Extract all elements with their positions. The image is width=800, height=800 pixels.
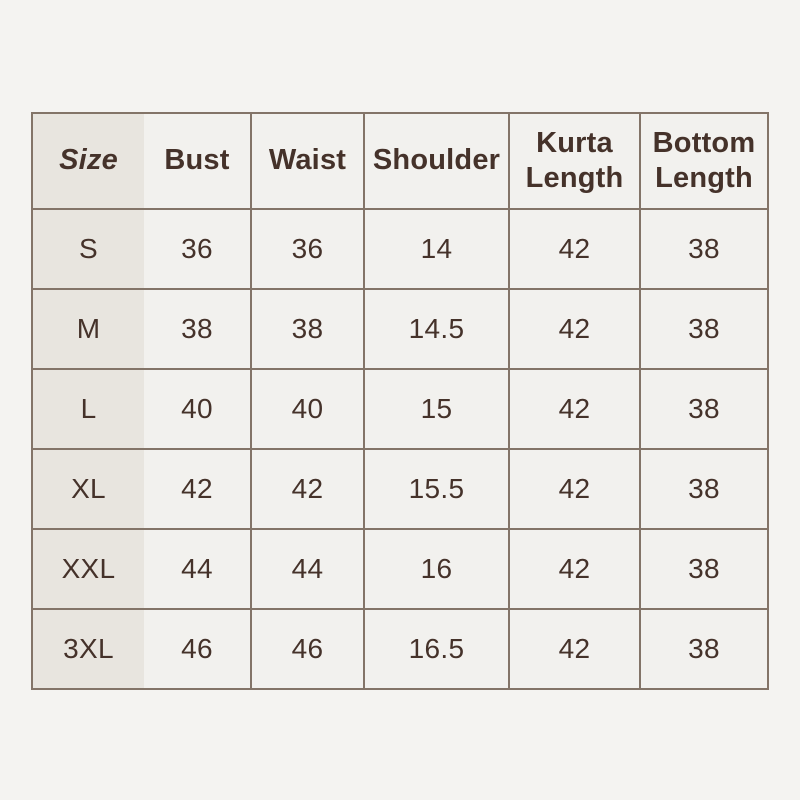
kurta-length-value: 42	[509, 289, 640, 369]
waist-value: 38	[251, 289, 364, 369]
table-row-s	[32, 209, 768, 289]
bust-value: 36	[144, 209, 251, 289]
shoulder-value: 16	[364, 529, 509, 609]
shoulder-value: 15	[364, 369, 509, 449]
waist-value: 40	[251, 369, 364, 449]
table-row-m	[32, 289, 768, 369]
kurta-length-value: 42	[509, 609, 640, 689]
table-row-xl	[32, 449, 768, 529]
kurta-length-value: 42	[509, 529, 640, 609]
table-row-l	[32, 369, 768, 449]
bust-value: 42	[144, 449, 251, 529]
bottom-length-value: 38	[640, 289, 768, 369]
size-label: M	[32, 289, 144, 369]
size-label: S	[32, 209, 144, 289]
waist-value: 46	[251, 609, 364, 689]
size-chart-table	[31, 112, 769, 690]
table-row-3xl	[32, 609, 768, 689]
bottom-length-value: 38	[640, 529, 768, 609]
shoulder-value: 14.5	[364, 289, 509, 369]
kurta-length-value: 42	[509, 209, 640, 289]
size-label: XL	[32, 449, 144, 529]
waist-value: 36	[251, 209, 364, 289]
bottom-length-value: 38	[640, 609, 768, 689]
bottom-length-value: 38	[640, 369, 768, 449]
header-size: Size	[32, 113, 144, 209]
bottom-length-value: 38	[640, 209, 768, 289]
table-row-xxl	[32, 529, 768, 609]
bottom-length-value: 38	[640, 449, 768, 529]
shoulder-value: 14	[364, 209, 509, 289]
shoulder-value: 16.5	[364, 609, 509, 689]
kurta-length-value: 42	[509, 369, 640, 449]
header-row	[32, 113, 768, 209]
bust-value: 46	[144, 609, 251, 689]
size-label: L	[32, 369, 144, 449]
waist-value: 44	[251, 529, 364, 609]
header-bottom-length: Bottom Length	[640, 113, 768, 209]
header-shoulder: Shoulder	[364, 113, 509, 209]
bust-value: 38	[144, 289, 251, 369]
bust-value: 40	[144, 369, 251, 449]
waist-value: 42	[251, 449, 364, 529]
bust-value: 44	[144, 529, 251, 609]
size-label: 3XL	[32, 609, 144, 689]
shoulder-value: 15.5	[364, 449, 509, 529]
header-waist: Waist	[251, 113, 364, 209]
header-bust: Bust	[144, 113, 251, 209]
size-label: XXL	[32, 529, 144, 609]
header-kurta-length: Kurta Length	[509, 113, 640, 209]
kurta-length-value: 42	[509, 449, 640, 529]
